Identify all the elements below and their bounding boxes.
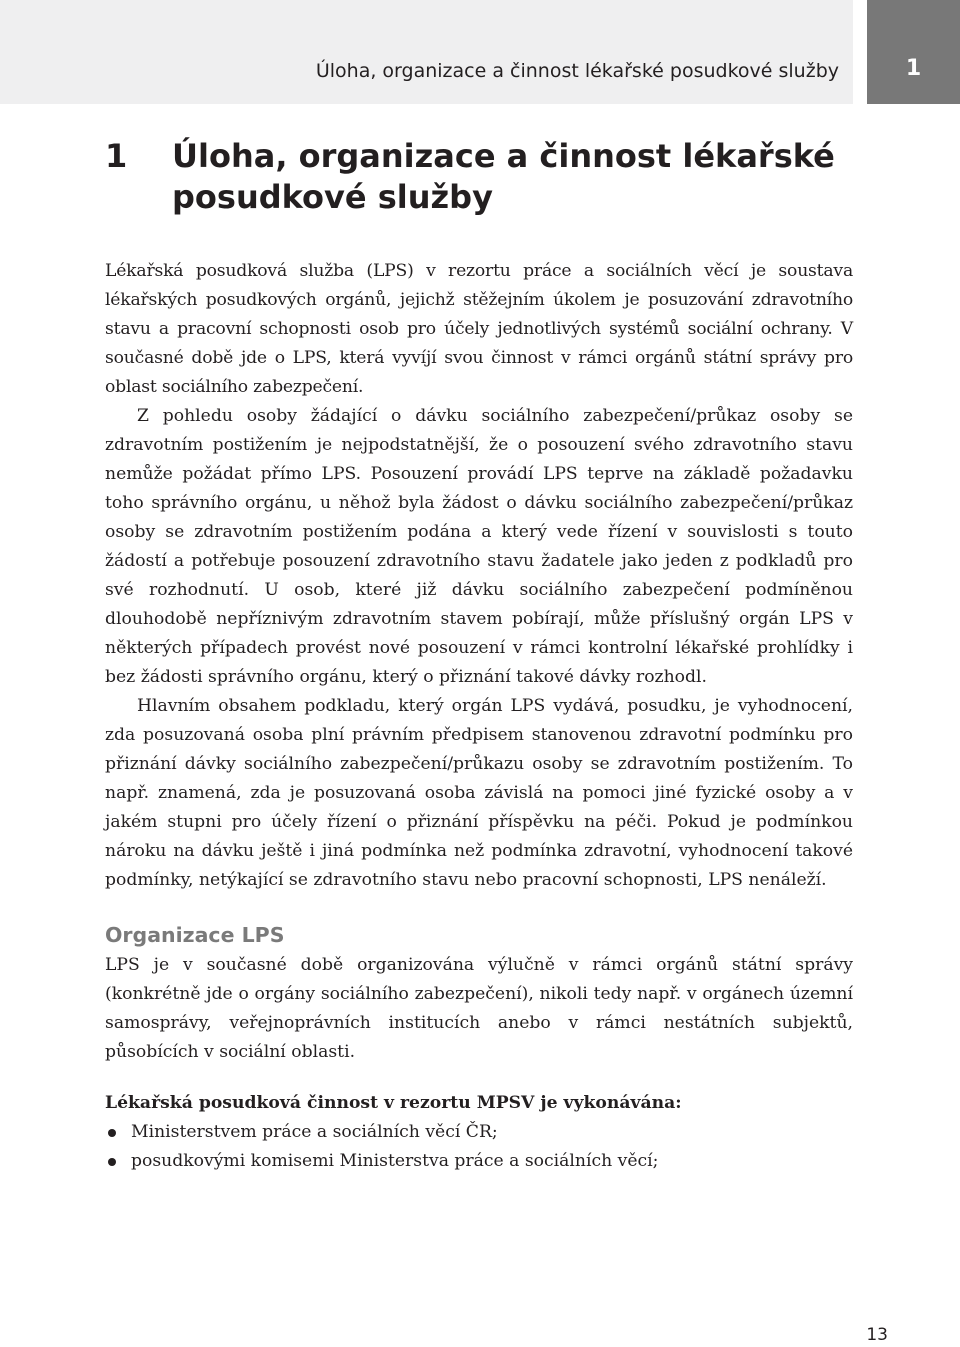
chapter-title: Úloha, organizace a činnost lékařské posudkové služby: [172, 137, 835, 216]
chapter-tab-number: 1: [905, 56, 922, 81]
chapter-tab: [867, 0, 960, 104]
paragraph-organizace: LPS je v současné době organizována výlučně v rámci orgánů státní správy (konkrétně jde o orgány sociálního zabezpečení), nikoli tedy např. v orgánech územní samosprávy, veřejnoprávních institucích anebo v rámci nestátních subjektů, působících v sociální oblasti.: [105, 955, 853, 1062]
chapter-number: 1: [105, 137, 128, 175]
running-header-title: Úloha, organizace a činnost lékařské posudkové služby: [315, 60, 839, 82]
list-heading: Lékařská posudková činnost v rezortu MPSV je vykonávána:: [105, 1093, 682, 1113]
list-item: Ministerstvem práce a sociálních věcí ČR;: [105, 1118, 853, 1147]
paragraph-applicant-view: Z pohledu osoby žádající o dávku sociálního zabezpečení/průkaz osoby se zdravotním postižením je nejpodstatnější, že o posouzení svého zdravotního stavu nemůže požádat přímo LPS. Posouzení provádí LPS teprve na základě požadavku toho správního orgánu, u něhož byla žádost o dávku sociálního zabezpečení/průkaz osoby se zdravotním postižením podána a který vede řízení v souvislosti s touto žádostí a potřebuje posouzení zdravotního stavu žadatele jako jeden z podkladů pro své rozhodnutí. U osob, které již dávku sociálního zabezpečení podmíněnou dlouhodobě nepříznivým zdravotním stavem pobírají, může příslušný orgán LPS v některých případech provést nové posouzení v rámci kontrolní lékařské prohlídky i bez žádosti správního orgánu, který o přiznání takové dávky rozhodl.: [105, 406, 853, 687]
chapter-heading: [105, 136, 845, 218]
paragraph-assessment-content: Hlavním obsahem podkladu, který orgán LPS vydává, posudku, je vyhodnocení, zda posuzovaná osoba plní právním předpisem stanovenou zdravotní podmínku pro přiznání dávky sociálního zabezpečení/průkazu osoby se zdravotním postižením. To např. znamená, zda je posuzovaná osoba závislá na pomoci jiné fyzické osoby a v jakém stupni pro účely řízení o přiznání příspěvku na péči. Pokud je podmínkou nároku na dávku ještě i jiná podmínka než podmínka zdravotní, vyhodnocení takové podmínky, netýkající se zdravotního stavu nebo pracovní schopnosti, LPS nenáleží.: [105, 696, 853, 890]
running-header: [0, 0, 853, 104]
list-item: posudkovými komisemi Ministerstva práce a sociálních věcí;: [105, 1147, 853, 1176]
bullet-list: [105, 1118, 853, 1176]
page-number: 13: [866, 1325, 888, 1345]
paragraph-intro: Lékařská posudková služba (LPS) v rezortu práce a sociálních věcí je soustava lékařských posudkových orgánů, jejichž stěžejním úkolem je posuzování zdravotního stavu a pracovní schopnosti osob pro účely jednotlivých systémů sociální ochrany. V současné době jde o LPS, která vyvíjí svou činnost v rámci orgánů státní správy pro oblast sociálního zabezpečení.: [105, 261, 853, 397]
section-heading-organizace: Organizace LPS: [105, 923, 285, 947]
body-text: [105, 257, 853, 1176]
